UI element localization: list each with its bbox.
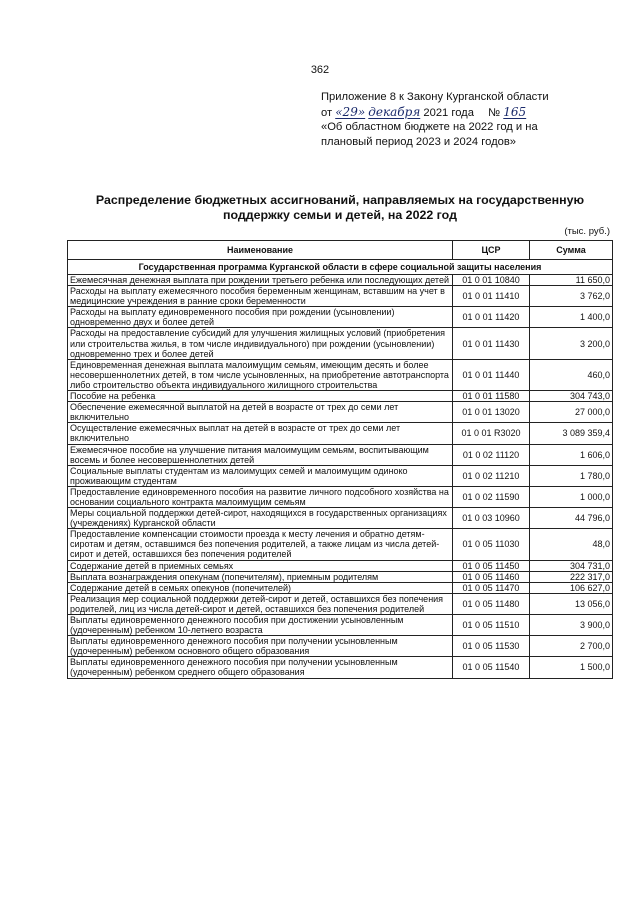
- row-name-cell: Содержание детей в семьях опекунов (попечителей): [68, 582, 453, 593]
- row-csr-cell: 01 0 01 13020: [453, 402, 530, 423]
- appendix-line-3: «Об областном бюджете на 2022 год и на: [321, 121, 538, 133]
- row-name-cell: Выплаты единовременного денежного пособия при получении усыновленным (удочеренным) ребенком среднего общего образования: [68, 657, 453, 678]
- row-csr-cell: 01 0 01 11580: [453, 391, 530, 402]
- row-csr-cell: 01 0 03 10960: [453, 508, 530, 529]
- table-row: [68, 359, 613, 390]
- row-csr-cell: 01 0 01 11440: [453, 359, 530, 390]
- program-row: [68, 260, 613, 275]
- budget-table: [67, 240, 613, 679]
- row-name-cell: Реализация мер социальной поддержки детей-сирот и детей, оставшихся без попечения родителей, лиц из числа детей-сирот и детей, оставшихся без попечения родителей: [68, 593, 453, 614]
- row-name-cell: Меры социальной поддержки детей-сирот, находящихся в государственных организациях (учреждениях) Курганской области: [68, 508, 453, 529]
- table-row: [68, 582, 613, 593]
- table-row: [68, 593, 613, 614]
- row-csr-cell: 01 0 01 11420: [453, 307, 530, 328]
- table-header-row: [68, 241, 613, 260]
- table-row: [68, 423, 613, 444]
- table-row: [68, 402, 613, 423]
- table-row: [68, 571, 613, 582]
- appendix-month: декабря: [368, 104, 421, 119]
- row-csr-cell: 01 0 01 11410: [453, 286, 530, 307]
- row-csr-cell: 01 0 01 10840: [453, 275, 530, 286]
- row-sum-cell: 460,0: [530, 359, 613, 390]
- table-row: [68, 391, 613, 402]
- table-row: [68, 465, 613, 486]
- row-sum-cell: 27 000,0: [530, 402, 613, 423]
- row-sum-cell: 1 000,0: [530, 486, 613, 507]
- row-csr-cell: 01 0 01 R3020: [453, 423, 530, 444]
- table-row: [68, 657, 613, 678]
- row-name-cell: Предоставление компенсации стоимости проезда к месту лечения и обратно детям-сиротам и детям, оставшимся без попечения родителей, а также лицам из числа детей-сирот и детей, оставшихся без попечения родителей: [68, 529, 453, 560]
- appendix-from-label: от: [321, 106, 333, 119]
- row-sum-cell: 3 762,0: [530, 286, 613, 307]
- row-name-cell: Расходы на выплату ежемесячного пособия беременным женщинам, вставшим на учет в медицинские учреждения в ранние сроки беременности: [68, 286, 453, 307]
- row-csr-cell: 01 0 05 11470: [453, 582, 530, 593]
- table-row: [68, 307, 613, 328]
- row-sum-cell: 222 317,0: [530, 571, 613, 582]
- appendix-line-2: [321, 105, 621, 121]
- appendix-day: «29»: [335, 104, 366, 119]
- table-row: [68, 508, 613, 529]
- row-name-cell: Пособие на ребенка: [68, 391, 453, 402]
- row-csr-cell: 01 0 02 11120: [453, 444, 530, 465]
- table-row: [68, 486, 613, 507]
- table-row: [68, 328, 613, 359]
- row-sum-cell: 2 700,0: [530, 636, 613, 657]
- table-row: [68, 529, 613, 560]
- row-csr-cell: 01 0 05 11480: [453, 593, 530, 614]
- units-label: (тыс. руб.): [564, 226, 610, 237]
- appendix-number: 165: [503, 104, 527, 119]
- row-name-cell: Выплаты единовременного денежного пособия при получении усыновленным (удочеренным) ребенком основного общего образования: [68, 636, 453, 657]
- header-csr: ЦСР: [453, 241, 530, 260]
- program-title: Государственная программа Курганской области в сфере социальной защиты населения: [68, 260, 613, 275]
- row-csr-cell: 01 0 05 11450: [453, 560, 530, 571]
- row-sum-cell: 1 500,0: [530, 657, 613, 678]
- table-row: [68, 615, 613, 636]
- row-name-cell: Выплата вознаграждения опекунам (попечителям), приемным родителям: [68, 571, 453, 582]
- row-sum-cell: 1 780,0: [530, 465, 613, 486]
- row-csr-cell: 01 0 05 11510: [453, 615, 530, 636]
- appendix-line-4: плановый период 2023 и 2024 годов»: [321, 135, 516, 148]
- row-sum-cell: 1 400,0: [530, 307, 613, 328]
- appendix-year: 2021 года: [423, 106, 474, 119]
- row-name-cell: Расходы на выплату единовременного пособия при рождении (усыновлении) одновременно двух и более детей: [68, 307, 453, 328]
- row-csr-cell: 01 0 02 11210: [453, 465, 530, 486]
- page-number: 362: [310, 64, 330, 76]
- row-csr-cell: 01 0 05 11530: [453, 636, 530, 657]
- row-sum-cell: 44 796,0: [530, 508, 613, 529]
- document-title-line-1: Распределение бюджетных ассигнований, направляемых на государственную: [95, 193, 585, 207]
- row-csr-cell: 01 0 02 11590: [453, 486, 530, 507]
- appendix-line-1: Приложение 8 к Закону Курганской области: [321, 91, 549, 103]
- header-name: Наименование: [68, 241, 453, 260]
- appendix-number-label: №: [488, 106, 501, 119]
- row-sum-cell: 106 627,0: [530, 582, 613, 593]
- row-name-cell: Обеспечение ежемесячной выплатой на детей в возрасте от трех до семи лет включительно: [68, 402, 453, 423]
- row-name-cell: Социальные выплаты студентам из малоимущих семей и малоимущим одиноко проживающим студентам: [68, 465, 453, 486]
- row-name-cell: Предоставление единовременного пособия на развитие личного подсобного хозяйства на основании социального контракта малоимущим семьям: [68, 486, 453, 507]
- row-sum-cell: 3 900,0: [530, 615, 613, 636]
- table-row: [68, 444, 613, 465]
- document-title: [60, 193, 620, 223]
- row-name-cell: Осуществление ежемесячных выплат на детей в возрасте от трех до семи лет включительно: [68, 423, 453, 444]
- header-sum: Сумма: [530, 241, 613, 260]
- table-row: [68, 275, 613, 286]
- row-csr-cell: 01 0 05 11540: [453, 657, 530, 678]
- row-name-cell: Ежемесячное пособие на улучшение питания малоимущим семьям, воспитывающим восемь и более несовершеннолетних детей: [68, 444, 453, 465]
- row-sum-cell: 1 606,0: [530, 444, 613, 465]
- row-sum-cell: 3 089 359,4: [530, 423, 613, 444]
- row-csr-cell: 01 0 05 11030: [453, 529, 530, 560]
- row-sum-cell: 304 731,0: [530, 560, 613, 571]
- row-sum-cell: 13 056,0: [530, 593, 613, 614]
- table-row: [68, 560, 613, 571]
- row-name-cell: Выплаты единовременного денежного пособия при достижении усыновленным (удочеренным) ребенком 10-летнего возраста: [68, 615, 453, 636]
- row-csr-cell: 01 0 05 11460: [453, 571, 530, 582]
- row-csr-cell: 01 0 01 11430: [453, 328, 530, 359]
- row-sum-cell: 304 743,0: [530, 391, 613, 402]
- table-row: [68, 286, 613, 307]
- row-sum-cell: 3 200,0: [530, 328, 613, 359]
- row-name-cell: Единовременная денежная выплата малоимущим семьям, имеющим десять и более несовершеннолетних детей, в том числе усыновленных, на приобретение автотранспорта либо строительство объекта индивидуального жилищного строительства: [68, 359, 453, 390]
- table-row: [68, 636, 613, 657]
- document-title-line-2: поддержку семьи и детей, на 2022 год: [223, 208, 457, 222]
- row-sum-cell: 48,0: [530, 529, 613, 560]
- row-name-cell: Содержание детей в приемных семьях: [68, 560, 453, 571]
- row-sum-cell: 11 650,0: [530, 275, 613, 286]
- appendix-header: [321, 90, 621, 149]
- row-name-cell: Ежемесячная денежная выплата при рождении третьего ребенка или последующих детей: [68, 275, 453, 286]
- row-name-cell: Расходы на предоставление субсидий для улучшения жилищных условий (приобретения или строительства жилья, в том числе индивидуального) при рождении (усыновлении) одновременно трех и более детей: [68, 328, 453, 359]
